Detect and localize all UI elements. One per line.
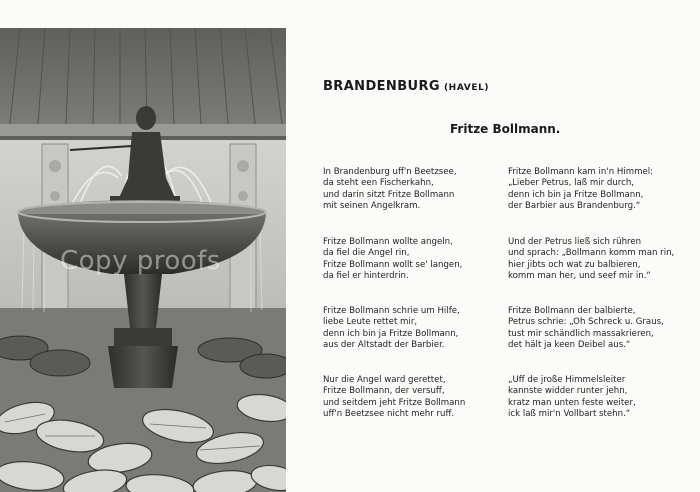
stanza-line: Petrus schrie: „Oh Schreck u. Graus, [508,317,664,328]
stanza-line: der Barbier aus Brandenburg.“ [508,201,641,212]
stanza-line: kratz man unten feste weiter, [508,397,636,408]
stanza-line: „Lieber Petrus, laß mir durch, [508,178,635,189]
stanza-1 [323,167,503,213]
stanza-5 [323,306,503,352]
city-name: BRANDENBURG [323,79,440,94]
stanza-line: komm man her, und seef mir in.“ [508,271,651,282]
stanza-3 [323,237,503,283]
stanza-line: da fiel die Angel rin, [323,248,410,259]
stanza-line: Und der Petrus ließ sich rühren [508,237,642,247]
stanza-line: mit seinen Angelkram. [323,201,421,212]
stanza-line: ick laß mir'n Vollbart stehn.“ [508,409,631,420]
stanza-line: Fritze Bollmann der balbierte, [508,306,636,316]
stanza-line: da steht een Fischerkahn, [323,178,434,189]
watermark-text: Copy proofs [60,246,221,276]
stanza-line: Fritze Bollmann kam in'n Himmel: [508,167,654,177]
stanza-6 [508,306,688,352]
stanza-line: det hält ja keen Deibel aus.“ [508,340,631,351]
stanza-4 [508,237,688,283]
stanza-line: Fritze Bollmann wollte angeln, [323,237,453,247]
stanza-line: aus der Altstadt der Barbier. [323,340,445,351]
stanza-line: tust mir schändlich massakrieren, [508,328,654,339]
fountain-photo [0,28,286,492]
stanza-line: Fritze Bollmann, der versuff, [323,386,445,397]
stanza-line: liebe Leute rettet mir, [323,317,418,328]
stanza-2 [508,167,688,213]
stanza-line: hier jibts och wat zu balbieren, [508,259,641,270]
stanza-line: da fiel er hinterdrin. [323,271,409,282]
stanza-line: und seitdem jeht Fritze Bollmann [323,397,466,408]
stanza-line: Fritze Bollmann wollt se' langen, [323,259,463,270]
stanza-line: uff'n Beetzsee nicht mehr ruff. [323,409,455,420]
stanza-line: Nur die Angel ward gerettet, [323,375,446,385]
city-subtitle: (HAVEL) [443,83,490,93]
stanza-line: und sprach: „Bollmann komm man rin, [508,248,675,259]
stanza-line: denn ich bin ja Fritze Bollmann, [508,189,644,200]
stanza-8 [508,375,688,421]
stanza-line: „Uff de jroße Himmelsleiter [508,375,626,385]
stanza-7 [323,375,503,421]
stanza-line: kannste widder runter jehn, [508,386,628,397]
stanza-line: Fritze Bollmann schrie um Hilfe, [323,306,460,316]
stanza-line: In Brandenburg uff'n Beetzsee, [323,167,457,177]
poem-title: Fritze Bollmann. [450,122,561,136]
city-heading [323,79,489,94]
stanza-line: denn ich bin ja Fritze Bollmann, [323,328,459,339]
stanza-line: und darin sitzt Fritze Bollmann [323,189,455,200]
